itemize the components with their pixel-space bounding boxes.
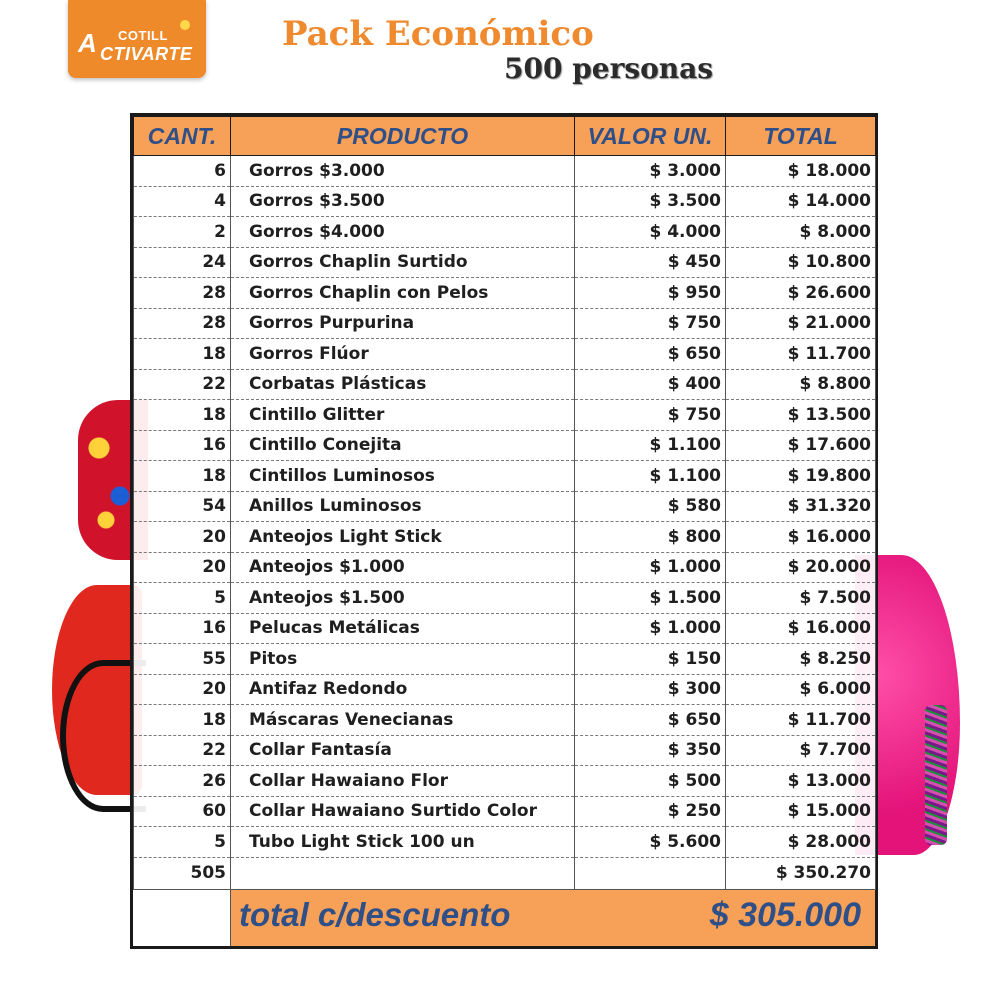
unit-price-cell: $ 5.600 xyxy=(575,827,726,858)
total-cell: $ 7.500 xyxy=(726,583,876,614)
unit-price-cell: $ 1.000 xyxy=(575,613,726,644)
table-row xyxy=(134,430,876,461)
page-subtitle: 500 personas xyxy=(504,52,714,85)
unit-price-cell: $ 650 xyxy=(575,339,726,370)
table-row xyxy=(134,369,876,400)
brand-logo xyxy=(68,0,206,78)
table-row xyxy=(134,522,876,553)
product-cell: Gorros $4.000 xyxy=(231,217,575,248)
table-row xyxy=(134,186,876,217)
header-product: PRODUCTO xyxy=(231,117,575,156)
qty-cell: 22 xyxy=(134,735,231,766)
unit-price-cell: $ 1.500 xyxy=(575,583,726,614)
table-body xyxy=(134,156,876,890)
unit-price-cell: $ 3.500 xyxy=(575,186,726,217)
unit-price-cell: $ 1.000 xyxy=(575,552,726,583)
table-row xyxy=(134,583,876,614)
sun-icon xyxy=(180,20,190,30)
table-row xyxy=(134,644,876,675)
total-cell: $ 28.000 xyxy=(726,827,876,858)
table-row xyxy=(134,613,876,644)
total-cell: $ 15.000 xyxy=(726,796,876,827)
qty-cell: 22 xyxy=(134,369,231,400)
unit-price-cell: $ 800 xyxy=(575,522,726,553)
qty-cell: 4 xyxy=(134,186,231,217)
unit-price-cell: $ 450 xyxy=(575,247,726,278)
total-cell: $ 6.000 xyxy=(726,674,876,705)
unit-price-cell: $ 4.000 xyxy=(575,217,726,248)
sum-total-cell: $ 350.270 xyxy=(726,857,876,889)
qty-cell: 28 xyxy=(134,278,231,309)
unit-price-cell: $ 1.100 xyxy=(575,461,726,492)
sum-row xyxy=(134,857,876,889)
qty-cell: 26 xyxy=(134,766,231,797)
table-row xyxy=(134,461,876,492)
table-row xyxy=(134,674,876,705)
qty-cell: 5 xyxy=(134,583,231,614)
product-cell: Collar Hawaiano Flor xyxy=(231,766,575,797)
total-cell: $ 8.250 xyxy=(726,644,876,675)
unit-price-cell: $ 1.100 xyxy=(575,430,726,461)
product-cell: Cintillo Conejita xyxy=(231,430,575,461)
discount-footer xyxy=(133,889,875,946)
sum-qty-cell: 505 xyxy=(134,857,231,889)
total-cell: $ 19.800 xyxy=(726,461,876,492)
qty-cell: 20 xyxy=(134,522,231,553)
total-cell: $ 13.500 xyxy=(726,400,876,431)
qty-cell: 16 xyxy=(134,613,231,644)
qty-cell: 24 xyxy=(134,247,231,278)
footer-blank-cell xyxy=(133,890,231,946)
product-cell: Tubo Light Stick 100 un xyxy=(231,827,575,858)
sum-blank-cell xyxy=(575,857,726,889)
product-cell: Collar Hawaiano Surtido Color xyxy=(231,796,575,827)
table-row xyxy=(134,400,876,431)
product-cell: Máscaras Venecianas xyxy=(231,705,575,736)
qty-cell: 5 xyxy=(134,827,231,858)
qty-cell: 18 xyxy=(134,461,231,492)
qty-cell: 18 xyxy=(134,400,231,431)
total-cell: $ 14.000 xyxy=(726,186,876,217)
table-row xyxy=(134,491,876,522)
total-cell: $ 17.600 xyxy=(726,430,876,461)
total-cell: $ 31.320 xyxy=(726,491,876,522)
total-cell: $ 26.600 xyxy=(726,278,876,309)
qty-cell: 60 xyxy=(134,796,231,827)
product-cell: Antifaz Redondo xyxy=(231,674,575,705)
unit-price-cell: $ 150 xyxy=(575,644,726,675)
qty-cell: 6 xyxy=(134,156,231,187)
total-cell: $ 11.700 xyxy=(726,339,876,370)
qty-cell: 18 xyxy=(134,339,231,370)
logo-top-text: COTILL xyxy=(118,28,168,43)
total-cell: $ 8.800 xyxy=(726,369,876,400)
price-table-grid xyxy=(133,116,876,890)
total-cell: $ 20.000 xyxy=(726,552,876,583)
unit-price-cell: $ 250 xyxy=(575,796,726,827)
qty-cell: 20 xyxy=(134,552,231,583)
unit-price-cell: $ 950 xyxy=(575,278,726,309)
product-cell: Gorros Flúor xyxy=(231,339,575,370)
logo-letter: A xyxy=(78,28,97,58)
qty-cell: 16 xyxy=(134,430,231,461)
unit-price-cell: $ 300 xyxy=(575,674,726,705)
header-unit-price: VALOR UN. xyxy=(575,117,726,156)
table-row xyxy=(134,217,876,248)
page-title: Pack Económico xyxy=(282,14,594,54)
unit-price-cell: $ 350 xyxy=(575,735,726,766)
product-cell: Gorros $3.000 xyxy=(231,156,575,187)
table-row xyxy=(134,766,876,797)
table-header-row xyxy=(134,117,876,156)
table-row xyxy=(134,156,876,187)
unit-price-cell: $ 580 xyxy=(575,491,726,522)
total-cell: $ 18.000 xyxy=(726,156,876,187)
qty-cell: 28 xyxy=(134,308,231,339)
table-row xyxy=(134,308,876,339)
unit-price-cell: $ 650 xyxy=(575,705,726,736)
tinsel-decoration xyxy=(925,705,947,845)
product-cell: Pitos xyxy=(231,644,575,675)
table-row xyxy=(134,339,876,370)
qty-cell: 18 xyxy=(134,705,231,736)
product-cell: Gorros Purpurina xyxy=(231,308,575,339)
product-cell: Cintillo Glitter xyxy=(231,400,575,431)
logo-main-text: CTIVARTE xyxy=(100,44,193,64)
table-row xyxy=(134,278,876,309)
product-cell: Pelucas Metálicas xyxy=(231,613,575,644)
product-cell: Gorros Chaplin con Pelos xyxy=(231,278,575,309)
product-cell: Gorros $3.500 xyxy=(231,186,575,217)
sum-blank-cell xyxy=(231,857,575,889)
header-total: TOTAL xyxy=(726,117,876,156)
qty-cell: 54 xyxy=(134,491,231,522)
discount-amount: $ 305.000 xyxy=(709,896,861,934)
header-qty: CANT. xyxy=(134,117,231,156)
total-cell: $ 13.000 xyxy=(726,766,876,797)
price-table xyxy=(130,113,878,949)
total-cell: $ 8.000 xyxy=(726,217,876,248)
table-row xyxy=(134,247,876,278)
qty-cell: 55 xyxy=(134,644,231,675)
total-cell: $ 10.800 xyxy=(726,247,876,278)
table-row xyxy=(134,552,876,583)
product-cell: Cintillos Luminosos xyxy=(231,461,575,492)
product-cell: Anteojos $1.500 xyxy=(231,583,575,614)
product-cell: Anillos Luminosos xyxy=(231,491,575,522)
discount-label: total c/descuento xyxy=(239,896,511,933)
product-cell: Gorros Chaplin Surtido xyxy=(231,247,575,278)
total-cell: $ 16.000 xyxy=(726,613,876,644)
table-row xyxy=(134,796,876,827)
product-cell: Anteojos Light Stick xyxy=(231,522,575,553)
product-cell: Corbatas Plásticas xyxy=(231,369,575,400)
total-cell: $ 21.000 xyxy=(726,308,876,339)
unit-price-cell: $ 400 xyxy=(575,369,726,400)
unit-price-cell: $ 750 xyxy=(575,400,726,431)
product-cell: Anteojos $1.000 xyxy=(231,552,575,583)
unit-price-cell: $ 750 xyxy=(575,308,726,339)
unit-price-cell: $ 3.000 xyxy=(575,156,726,187)
total-cell: $ 16.000 xyxy=(726,522,876,553)
total-cell: $ 11.700 xyxy=(726,705,876,736)
table-row xyxy=(134,827,876,858)
qty-cell: 2 xyxy=(134,217,231,248)
table-row xyxy=(134,735,876,766)
discount-bar xyxy=(231,890,875,946)
product-cell: Collar Fantasía xyxy=(231,735,575,766)
table-row xyxy=(134,705,876,736)
total-cell: $ 7.700 xyxy=(726,735,876,766)
qty-cell: 20 xyxy=(134,674,231,705)
unit-price-cell: $ 500 xyxy=(575,766,726,797)
